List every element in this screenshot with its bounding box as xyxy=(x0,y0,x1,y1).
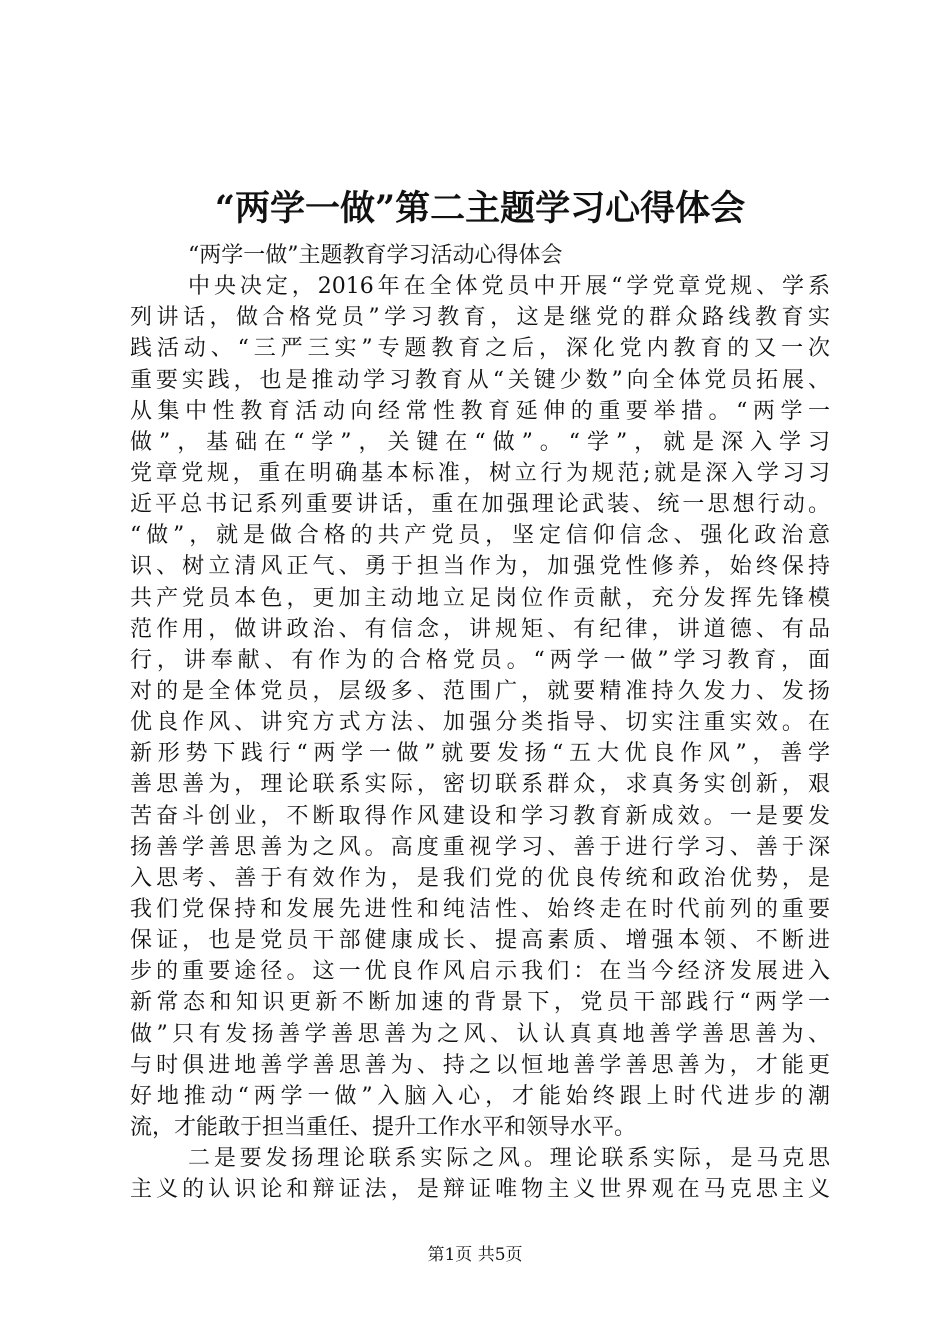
paragraph-line: 我们党保持和发展先进性和纯洁性、始终走在时代前列的重要 xyxy=(130,896,830,922)
paragraph-line: 范作用，做讲政治、有信念，讲规矩、有纪律，讲道德、有品 xyxy=(130,616,830,642)
paragraph-line: 列讲话，做合格党员”学习教育，这是继党的群众路线教育实 xyxy=(130,305,830,331)
paragraph-line: 重要实践，也是推动学习教育从“关键少数”向全体党员拓展、 xyxy=(130,367,830,393)
paragraph-line: 从集中性教育活动向经常性教育延伸的重要举措。“两学一 xyxy=(130,398,830,424)
document-body xyxy=(130,240,830,1205)
paragraph-line: 中央决定，2016年在全体党员中开展“学党章党规、学系 xyxy=(188,274,830,300)
paragraph-line: 好地推动“两学一做”入脑入心，才能始终跟上时代进步的潮 xyxy=(130,1083,830,1109)
paragraph-line: 与时俱进地善学善思善为、持之以恒地善学善思善为，才能更 xyxy=(130,1052,830,1078)
paragraph-line: 践活动、“三严三实”专题教育之后，深化党内教育的又一次 xyxy=(130,336,830,362)
paragraph-line: 对的是全体党员，层级多、范围广，就要精准持久发力、发扬 xyxy=(130,678,830,704)
paragraph-line: 近平总书记系列重要讲话，重在加强理论武装、统一思想行动。 xyxy=(130,492,830,518)
paragraph-line: 新形势下践行“两学一做”就要发扬“五大优良作风”，善学 xyxy=(130,741,830,767)
paragraph-line: 流，才能敢于担当重任、提升工作水平和领导水平。 xyxy=(130,1114,637,1140)
paragraph-line: “做”，就是做合格的共产党员，坚定信仰信念、强化政治意 xyxy=(130,523,830,549)
paragraph-line: 新常态和知识更新不断加速的背景下，党员干部践行“两学一 xyxy=(130,990,830,1016)
paragraph-line: “两学一做”主题教育学习活动心得体会 xyxy=(188,243,563,268)
paragraph-line: 步的重要途径。这一优良作风启示我们：在当今经济发展进入 xyxy=(130,959,830,985)
paragraph-line: 主义的认识论和辩证法，是辩证唯物主义世界观在马克思主义 xyxy=(130,1177,830,1203)
paragraph-line: 入思考、善于有效作为，是我们党的优良传统和政治优势，是 xyxy=(130,865,830,891)
paragraph-line: 扬善学善思善为之风。高度重视学习、善于进行学习、善于深 xyxy=(130,834,830,860)
paragraph-line: 二是要发扬理论联系实际之风。理论联系实际，是马克思 xyxy=(188,1146,830,1172)
paragraph-line: 做”，基础在“学”，关键在“做”。“学”，就是深入学习 xyxy=(130,429,830,455)
paragraph-line: 行，讲奉献、有作为的合格党员。“两学一做”学习教育，面 xyxy=(130,647,830,673)
page-number: 第1页 共5页 xyxy=(427,1245,523,1265)
document-title: “两学一做”第二主题学习心得体会 xyxy=(214,188,746,229)
paragraph-line: 识、树立清风正气、勇于担当作为，加强党性修养，始终保持 xyxy=(130,554,830,580)
paragraph-line: 共产党员本色，更加主动地立足岗位作贡献，充分发挥先锋模 xyxy=(130,585,830,611)
paragraph-line: 党章党规，重在明确基本标准，树立行为规范;就是深入学习习 xyxy=(130,460,830,486)
paragraph-line: 善思善为，理论联系实际，密切联系群众，求真务实创新，艰 xyxy=(130,772,830,798)
paragraph-line: 做”只有发扬善学善思善为之风、认认真真地善学善思善为、 xyxy=(130,1021,830,1047)
paragraph-line: 保证，也是党员干部健康成长、提高素质、增强本领、不断进 xyxy=(130,928,830,954)
paragraph-line: 优良作风、讲究方式方法、加强分类指导、切实注重实效。在 xyxy=(130,710,830,736)
paragraph-line: 苦奋斗创业，不断取得作风建设和学习教育新成效。一是要发 xyxy=(130,803,830,829)
